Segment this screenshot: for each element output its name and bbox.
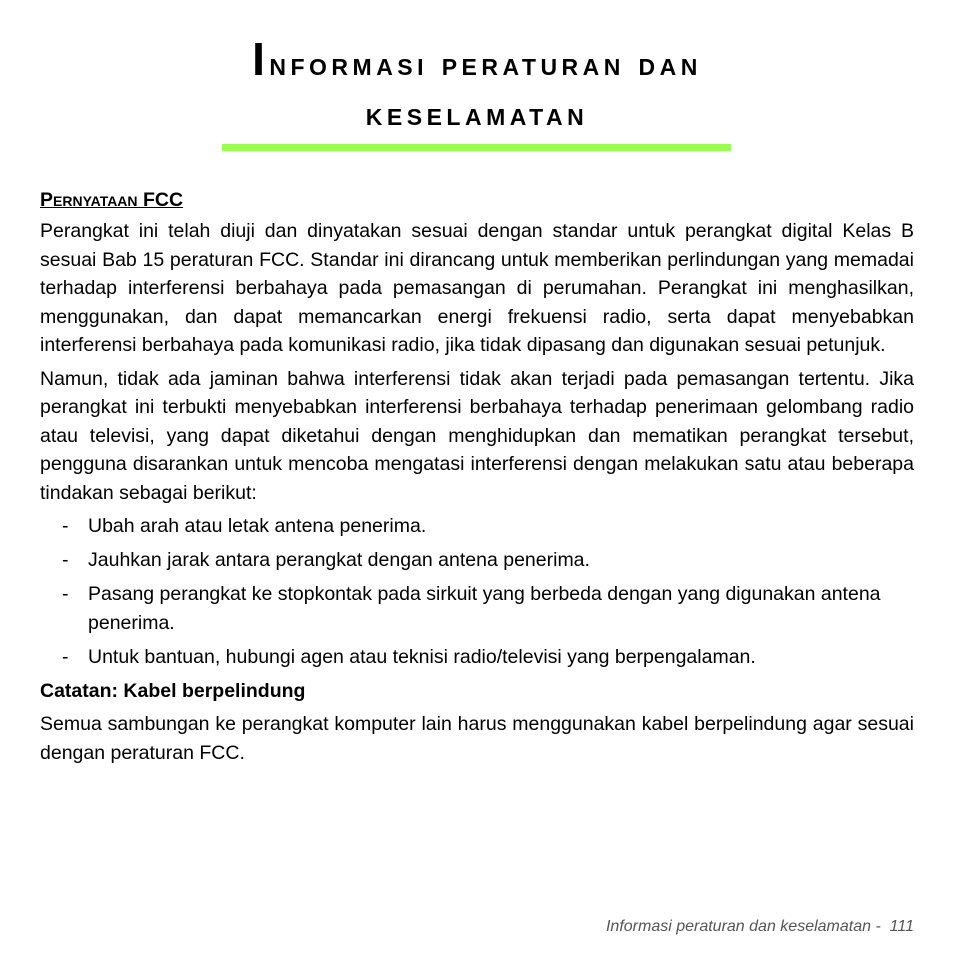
- list-item-text: Pasang perangkat ke stopkontak pada sirkuit yang berbeda dengan yang digunakan antena penerima.: [88, 583, 881, 634]
- page-title-line-2: keselamatan: [365, 95, 589, 132]
- main-content: [40, 186, 914, 772]
- title-underline-rule: [222, 144, 731, 151]
- list-item-text: Jauhkan jarak antara perangkat dengan antena penerima.: [88, 549, 590, 571]
- paragraph-fcc-statement: Perangkat ini telah diuji dan dinyatakan sesuai dengan standar untuk perangkat digital Kelas B sesuai Bab 15 peraturan FCC. Standar ini dirancang untuk memberikan perlindungan yang memadai terhadap interferensi berbahaya pada pemasangan di perumahan. Perangkat ini menghasilkan, menggunakan, dan dapat memancarkan energi frekuensi radio, serta dapat menyebabkan interferensi berbahaya pada komunikasi radio, jika tidak dipasang dan digunakan sesuai petunjuk.: [40, 220, 914, 356]
- list-dash: -: [62, 645, 69, 668]
- list-item-text: Untuk bantuan, hubungi agen atau teknisi radio/televisi yang berpengalaman.: [88, 645, 756, 668]
- list-item: [40, 546, 914, 575]
- page-title-line-1-rest: nformasi peraturan dan: [269, 45, 702, 82]
- list-item-text: Ubah arah atau letak antena penerima.: [88, 515, 427, 537]
- page-title: [0, 34, 954, 139]
- list-dash: -: [62, 515, 69, 537]
- page-footer: Informasi peraturan dan keselamatan - 111: [605, 918, 914, 935]
- list-dash: -: [62, 583, 69, 605]
- list-dash: -: [62, 549, 69, 571]
- page-title-initial: I: [252, 33, 270, 85]
- list-item: [40, 643, 914, 672]
- note-heading: Catatan: Kabel berpelindung: [40, 679, 306, 702]
- list-item: [40, 580, 914, 637]
- list-item: [40, 512, 914, 541]
- page-title-line-1: [0, 34, 954, 89]
- note-paragraph: Semua sambungan ke perangkat komputer lain harus menggunakan kabel berpelindung agar sesuai dengan peraturan FCC.: [40, 713, 914, 764]
- section-heading-fcc: Pernyataan FCC: [40, 189, 184, 211]
- measures-list: [40, 512, 914, 671]
- paragraph-interference: Namun, tidak ada jaminan bahwa interferensi tidak akan terjadi pada pemasangan tertentu. Jika perangkat ini terbukti menyebabkan interferensi berbahaya terhadap penerimaan gelombang radio atau televisi, yang dapat diketahui dengan menghidupkan dan mematikan perangkat tersebut, pengguna disarankan untuk mencoba mengatasi interferensi dengan melakukan satu atau beberapa tindakan sebagai berikut:: [40, 367, 914, 504]
